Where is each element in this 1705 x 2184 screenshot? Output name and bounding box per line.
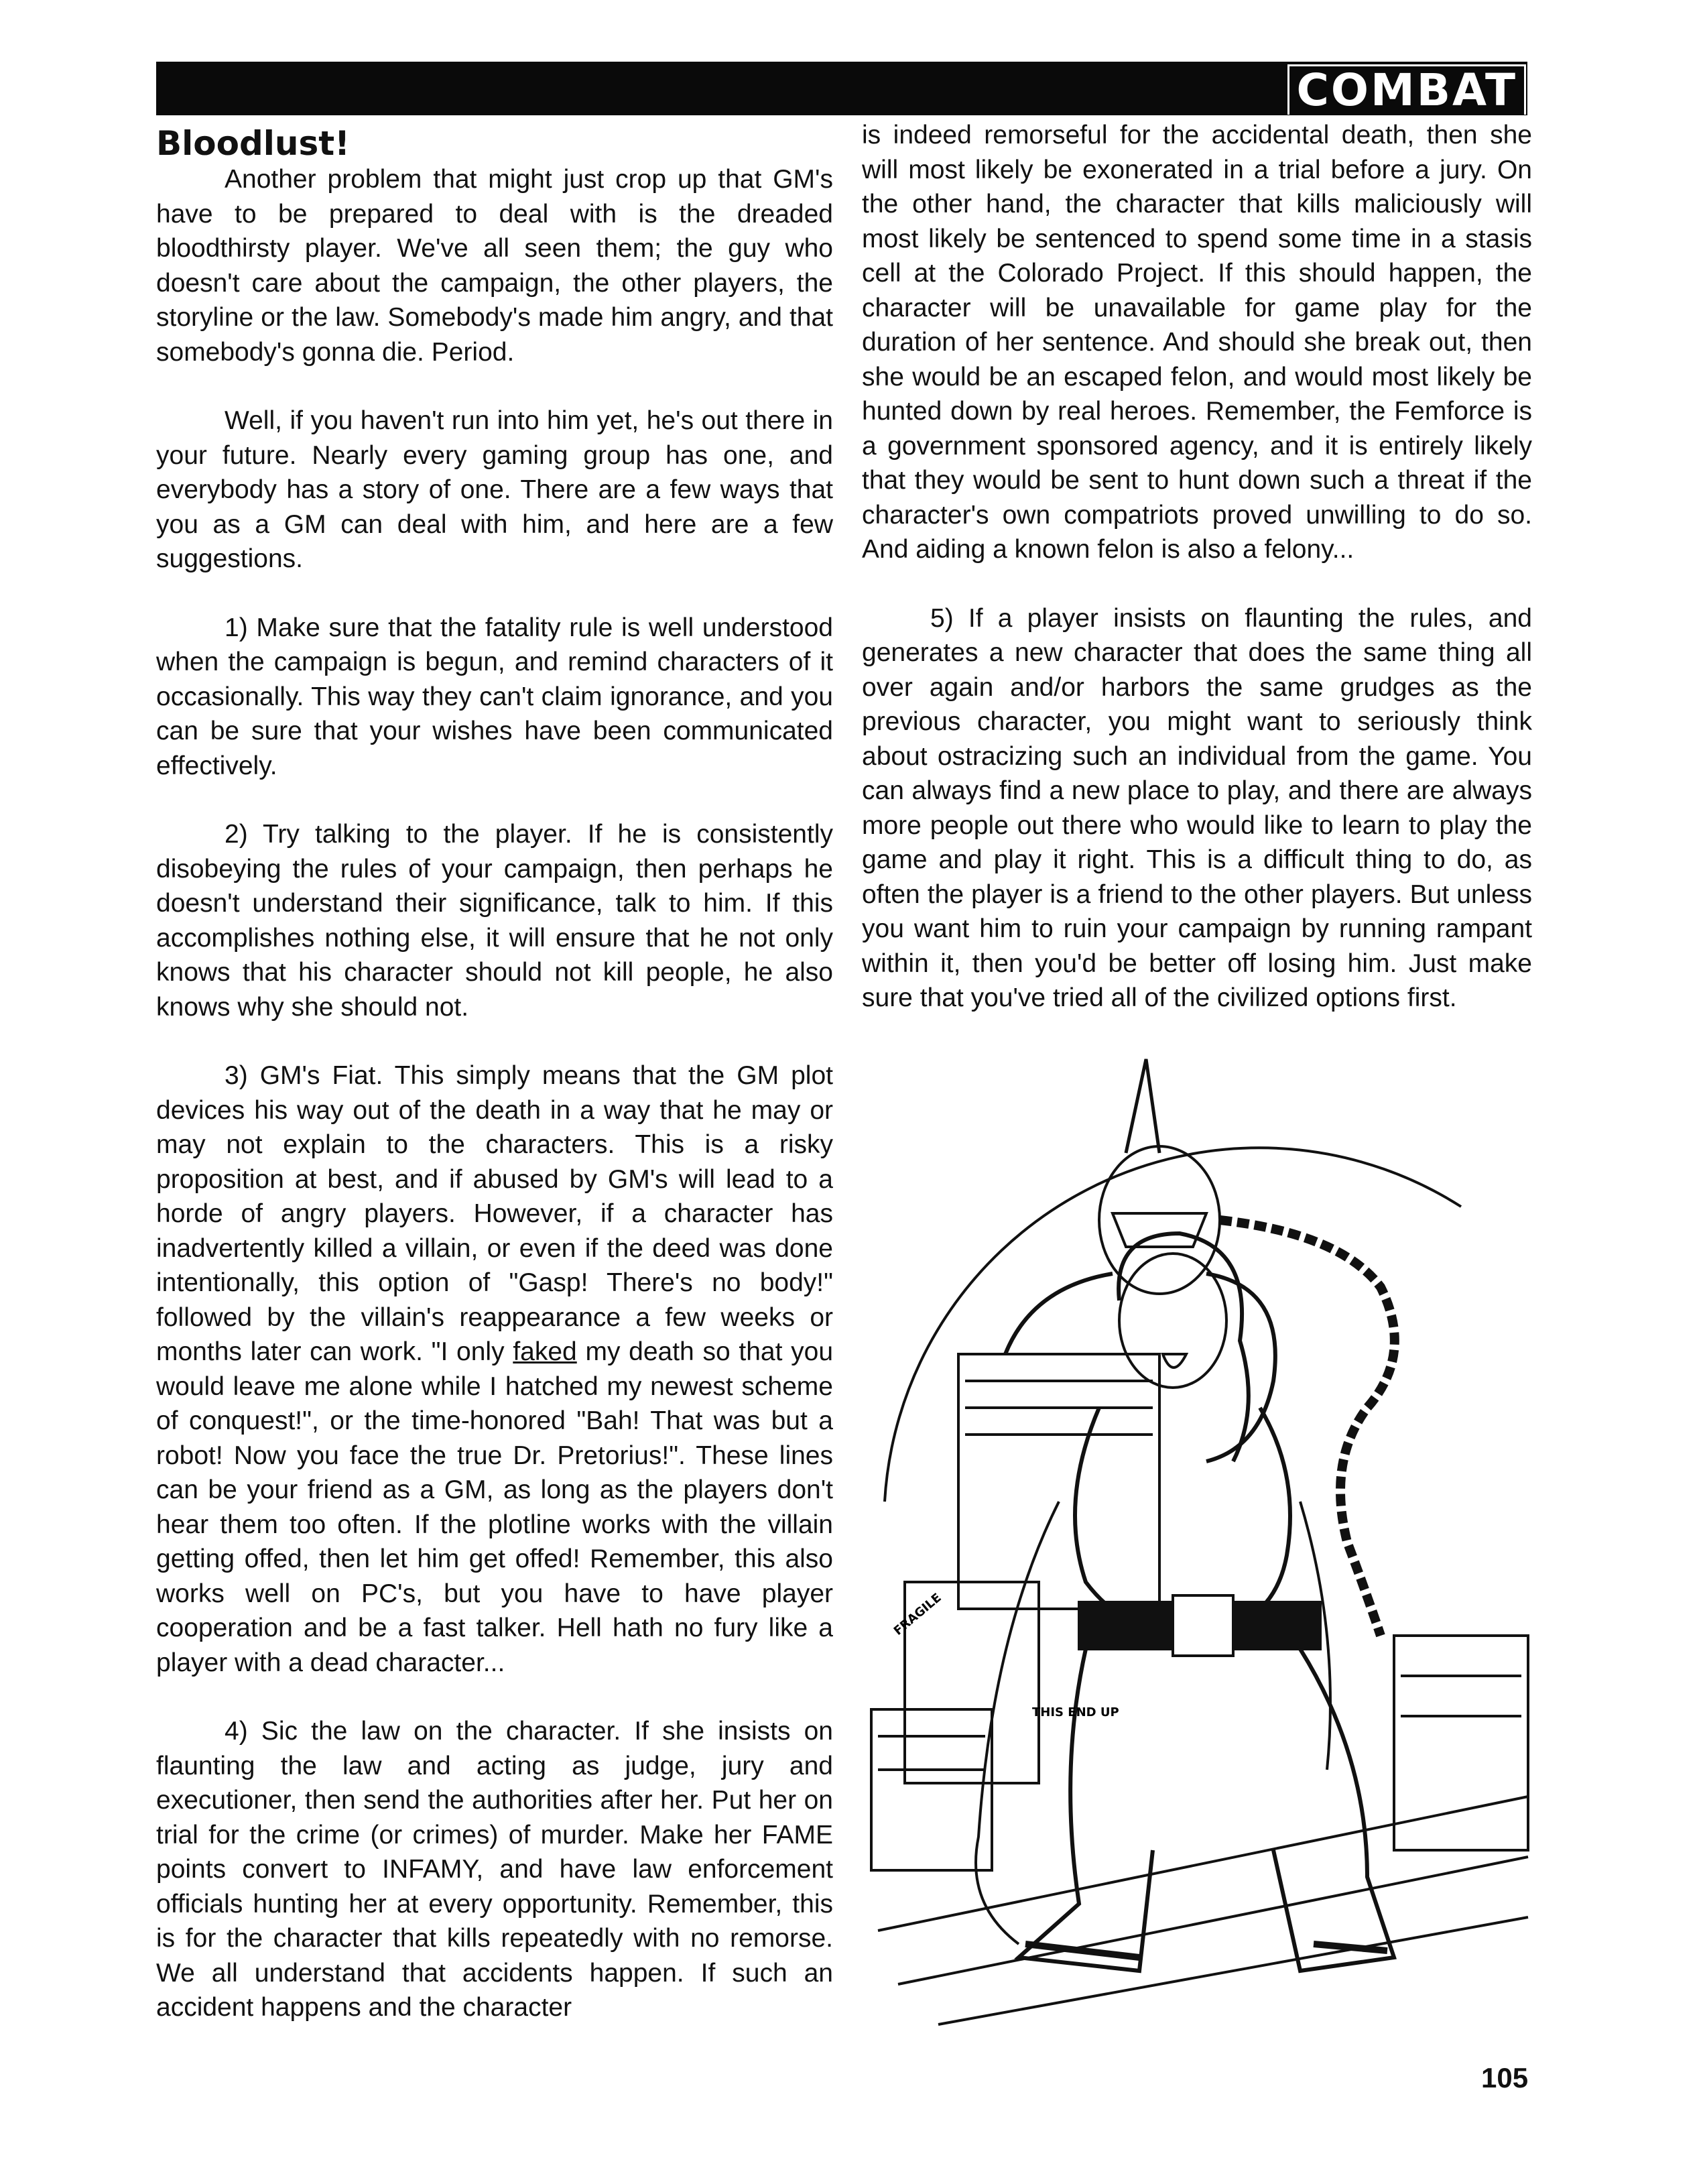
paragraph: 5) If a player insists on flaunting the rules, and generates a new character that does the same thing all over again and/or harbors the same grudges as the previous character, you might want to seriously think about ostracizing such an individual from the game. You can always find a new place to play, and there are always more people out there who would like to learn to play the game and play it right. This is a difficult thing to do, as often the player is a friend to the other players. But unless you want him to ruin your campaign by running rampant within it, then you'd be better off losing him. Just make sure that you've tried all of the civilized options first. [862, 603, 1532, 1012]
right-column [862, 118, 1532, 1016]
crate [958, 1354, 1159, 1609]
section-title: Bloodlust! [156, 124, 350, 163]
floor [878, 1797, 1528, 2024]
crate-label: THIS END UP [1032, 1705, 1119, 1719]
left-column [156, 118, 833, 2025]
text-span: my death so that you would leave me alone while I hatched my newest scheme of conquest!", or the time-honored "Bah! That was but a robot! Now you face the true Dr. Pretorius!". These lines can be your friend as a GM, as long as the players don't hear them too often. If the plotline works with the villain getting offed, then let him get offed! Remember, this also works well on PC's, but you have to have player cooperation and be a fast talker. Hell hath no fury like a player with a dead character... [156, 1337, 834, 1677]
crate [871, 1709, 992, 1870]
crate [1394, 1636, 1528, 1850]
paragraph: Well, if you haven't run into him yet, he's out there in your future. Nearly every gaming group has one, and everybody has a story of one. There are a few ways that you as a GM can deal with him, and here are a few suggestions. [156, 406, 833, 573]
paragraph: 1) Make sure that the fatality rule is well understood when the campaign is begun, and remind characters of it occasionally. This way they can't claim ignorance, and you can be sure that your wishes have been communicated effectively. [156, 613, 833, 780]
paragraph: 4) Sic the law on the character. If she insists on flaunting the law and acting as judge, jury and executioner, then send the authorities after her. Put her on trial for the crime (or crimes) of murder. Make her FAME points convert to INFAMY, and have law enforcement officials hunting her at every opportunity. Remember, this is for the character that kills repeatedly with no remorse. We all understand that accidents happen. If such an accident happens and the character [156, 1717, 833, 2022]
header-bar [156, 62, 1527, 115]
underlined-word: faked [513, 1337, 577, 1366]
chapter-title: COMBAT [1287, 64, 1526, 115]
crate-label: FRAGILE [891, 1590, 944, 1638]
text-span: 3) GM's Fiat. This simply means that the GM plot devices his way out of the death in a way that he may or may not explain to the characters. This is a risky proposition at best, and if abused by GM's will lead to a horde of angry players. However, if a character has inadvertently killed a villain, or even if the deed was done intentionally, this option of "Gasp! There's no body!" followed by the villain's reappearance a few weeks or months later can work. "I only [156, 1061, 833, 1366]
paragraph: 2) Try talking to the player. If he is consistently disobeying the rules of your campaign, then perhaps he doesn't understand their significance, talk to him. If this accomplishes nothing else, it will ensure that he not only knows that his character should not kill people, he also knows why she should not. [156, 820, 833, 1022]
background-arc [885, 1148, 1461, 1502]
open-mouth [1163, 1354, 1186, 1368]
boot-shading [1025, 1944, 1387, 1957]
helmeted-head [1099, 1146, 1220, 1294]
paragraph [156, 1058, 833, 1680]
paragraph: is indeed remorseful for the accidental death, then she will most likely be exonerated in a trial before a jury. On the other hand, the character that kills maliciously will most likely be sentenced to spend some time in a stasis cell at the Colorado Project. If this should happen, the character will be unavailable for game play for the duration of her sentence. And should she break out, then she would be an escaped felon, and would most likely be hunted down by real heroes. Remember, the Femforce is a government sponsored agency, and it is entirely likely that they would be sent to hunt down such a threat if the character's own compatriots proved unwilling to do so. And aiding a known felon is also a felony... [862, 121, 1532, 564]
helmet-visor [1113, 1213, 1206, 1247]
paragraph: Another problem that might just crop up that GM's have to be prepared to deal with is the dreaded bloodthirsty player. We've all seen them; the guy who doesn't care about the campaign, the other players, the storyline or the law. Somebody's made him angry, and that somebody's gonna die. Period. [156, 165, 833, 367]
cape [976, 1502, 1330, 1944]
page-number: 105 [1481, 2062, 1529, 2094]
helmet [1126, 1059, 1159, 1153]
comic-illustration [858, 1032, 1541, 2038]
belt-buckle [1173, 1595, 1233, 1656]
